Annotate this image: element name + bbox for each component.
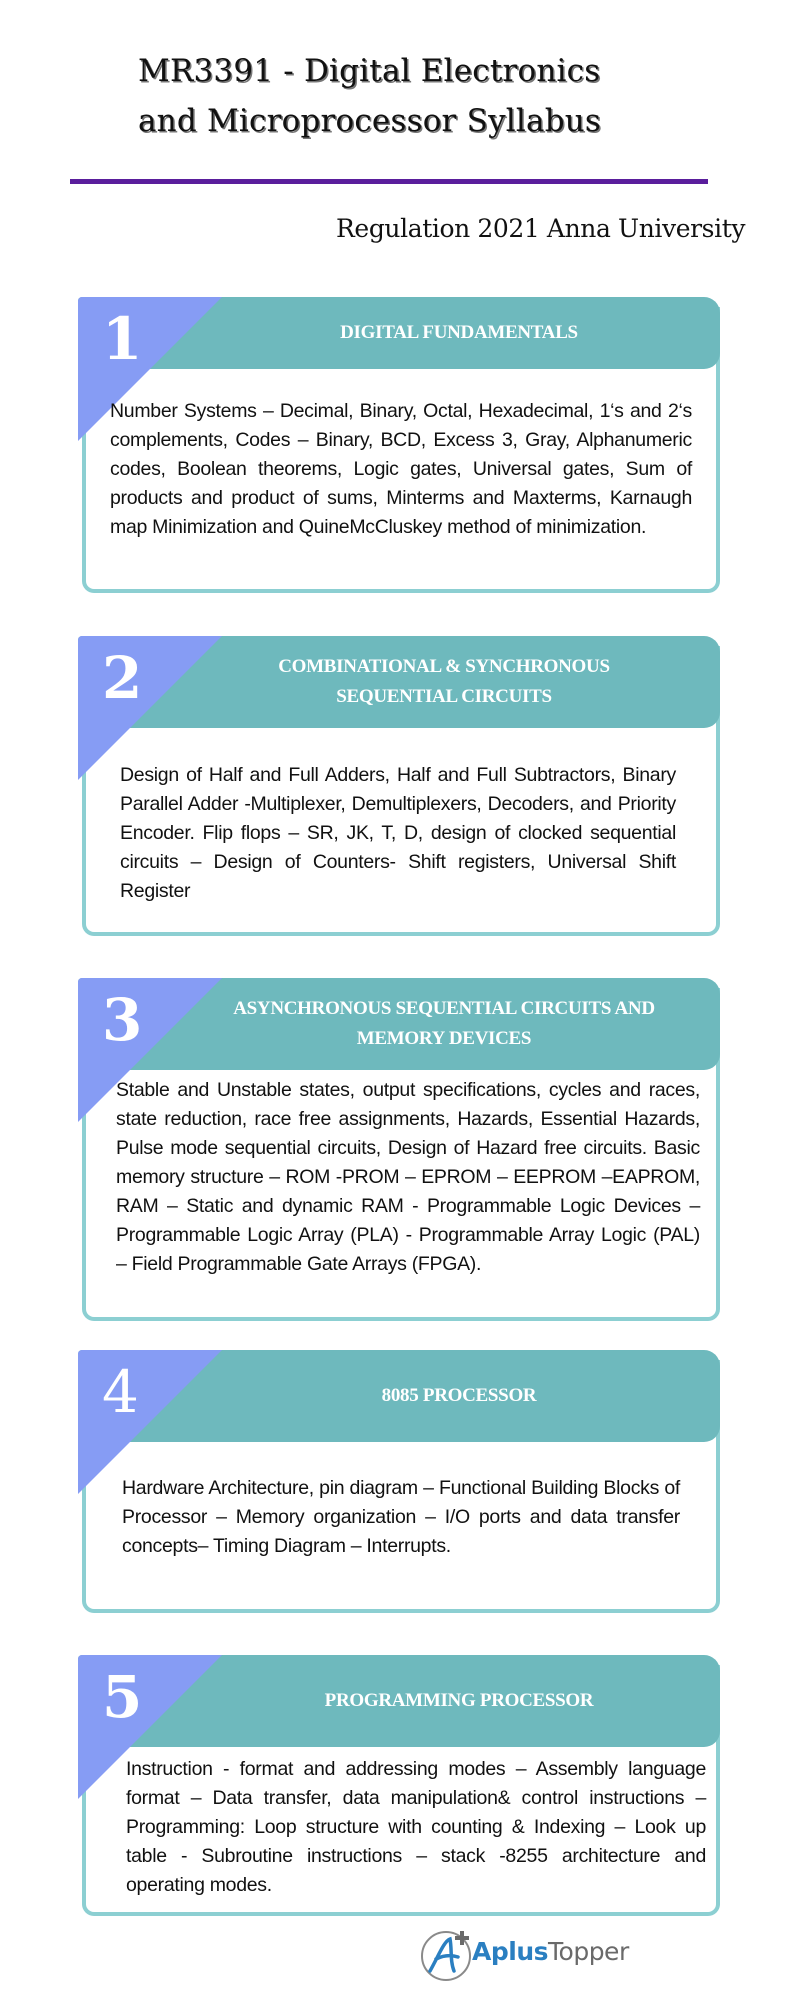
unit-card-2 <box>78 636 720 936</box>
a-plus-logo-icon <box>420 1927 476 1983</box>
page-title-line2: and Microprocessor Syllabus <box>138 103 602 139</box>
unit-card-1 <box>78 297 720 593</box>
unit-description: Number Systems – Decimal, Binary, Octal, Hexadecimal, 1‘s and 2‘s complements, Codes – Binary, BCD, Excess 3, Gray, Alphanumeric codes, Boolean theorems, Logic gates, Universal gates, Sum of products and product of sums, Minterms and Maxterms, Karnaugh map Minimization and QuineMcCluskey method of minimization. <box>110 400 692 538</box>
unit-title: ASYNCHRONOUS SEQUENTIAL CIRCUITS AND MEMORY DEVICES <box>233 998 655 1049</box>
unit-title: PROGRAMMING PROCESSOR <box>324 1690 594 1711</box>
logo-wordmark <box>472 1937 629 1966</box>
unit-card-5 <box>78 1655 720 1916</box>
unit-number: 3 <box>102 986 143 1054</box>
unit-title: 8085 PROCESSOR <box>381 1385 537 1406</box>
unit-number: 5 <box>102 1663 143 1731</box>
page-title <box>138 46 658 146</box>
unit-description: Design of Half and Full Adders, Half and Full Subtractors, Binary Parallel Adder -Multiplexer, Demultiplexers, Decoders, and Priority Encoder. Flip flops – SR, JK, T, D, design of clocked sequential circuits – Design of Counters- Shift registers, Universal Shift Register <box>120 764 676 902</box>
logo-text-aplus: Aplus <box>472 1937 548 1966</box>
aplustopper-logo[interactable] <box>420 1927 650 1983</box>
unit-card-3 <box>78 978 720 1321</box>
unit-number: 2 <box>102 644 143 712</box>
unit-title: COMBINATIONAL & SYNCHRONOUS SEQUENTIAL CIRCUITS <box>278 656 610 707</box>
unit-number: 4 <box>102 1358 139 1426</box>
title-divider <box>70 179 708 184</box>
unit-card-4 <box>78 1350 720 1613</box>
unit-description: Instruction - format and addressing modes – Assembly language format – Data transfer, data manipulation& control instructions – Programming: Loop structure with counting & Indexing – Look up table - Subroutine instructions – stack -8255 architecture and operating modes. <box>126 1758 706 1896</box>
logo-text-topper: Topper <box>548 1937 629 1966</box>
unit-description: Stable and Unstable states, output specifications, cycles and races, state reduction, race free assignments, Hazards, Essential Hazards, Pulse mode sequential circuits, Design of Hazard free circuits. Basic memory structure – ROM -PROM – EPROM – EEPROM –EAPROM, RAM – Static and dynamic RAM - Programmable Logic Devices – Programmable Logic Array (PLA) - Programmable Array Logic (PAL) – Field Programmable Gate Arrays (FPGA). <box>116 1079 700 1275</box>
unit-title: DIGITAL FUNDAMENTALS <box>340 322 578 343</box>
unit-number: 1 <box>102 305 143 373</box>
page-title-line1: MR3391 - Digital Electronics <box>138 53 601 89</box>
page-subtitle: Regulation 2021 Anna University <box>336 214 746 243</box>
unit-description: Hardware Architecture, pin diagram – Functional Building Blocks of Processor – Memory organization – I/O ports and data transfer concepts– Timing Diagram – Interrupts. <box>122 1477 680 1557</box>
